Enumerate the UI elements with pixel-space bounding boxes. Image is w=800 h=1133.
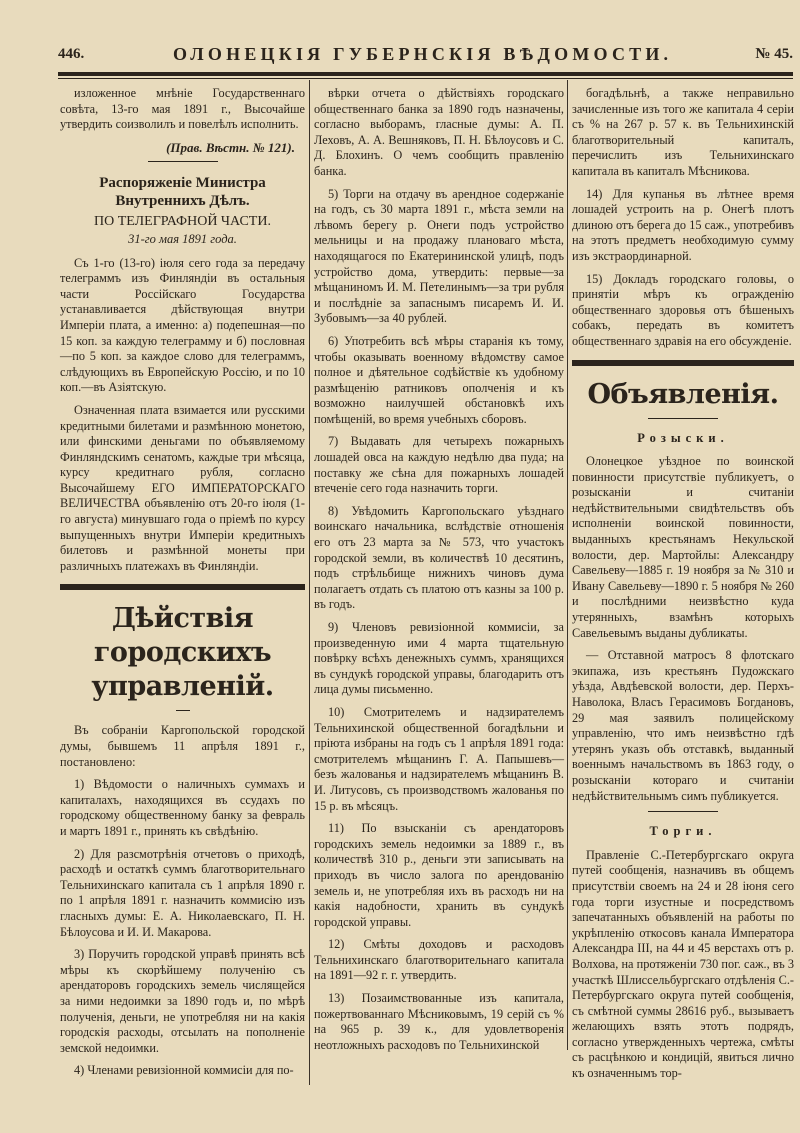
paragraph: 11) По взысканіи съ арендаторовъ городскихъ земель недоимки за 1889 г., въ количествѣ 310 р., деньги эти записывать на приходъ въ число залога по арендованію земель и, не употребляя ихъ въ расходъ ни на какія надобности, хранить въ сундукѣ городской управы.	[314, 821, 564, 929]
paragraph: 8) Увѣдомить Каргопольскаго уѣзднаго воинскаго начальника, вслѣдствіе отношенія его отъ 23 марта за № 573, что участокъ городской земли, въ количествѣ 10 десятинъ, подъ стрѣльбище нижнихъ чиновъ дума полагаетъ отдать съ платою отъ казны за 100 р. въ годъ.	[314, 503, 564, 612]
paragraph: Правленіе С.-Петербургскаго округа путей сообщенія, назначивъ въ общемъ присутствіи своемъ на 24 и 28 іюня сего года торги изустные и посредствомъ запечатанныхъ объявленій на работы по укрѣпленію откосовъ канала Императора Александра III, на 44 и 45 верстахъ отъ р. Волхова, на протяженіи 730 пог. саж., въ 3 участкѣ Шлиссельбургскаго отдѣленія С.-Петербургскаго округа путей сообщенія, съ смѣтной суммы 28616 руб., вызываетъ желающихъ взять этотъ подрядъ, согласно утвержденныхъ чертежа, смѣты съ расцѣнкою и кондицій, явиться лично къ означеннымъ тор-	[572, 847, 794, 1081]
paragraph: 6) Употребить всѣ мѣры старанія къ тому, чтобы оказывать военному вѣдомству самое полное и дѣятельное содѣйствіе къ удобному размѣщенію ратниковъ ополченія и къ возможно наилучшей обстановкѣ ихъ помѣщеній, во время учебныхъ сборовъ.	[314, 333, 564, 426]
separator-rule	[648, 811, 718, 812]
column-divider	[309, 80, 310, 1085]
paragraph: Съ 1-го (13-го) іюля сего года за передачу телеграммъ изъ Финляндіи въ остальныя части Россійскаго Государства устанавливается дѣйствующая внутри Имперіи плата, а именно: а) подепешная—по 15 коп. за каждую телеграмму и б) пословная—по 5 коп. за каждое слово для телеграммъ, слѣдующихъ въ Европейскую Россію, и по 10 коп.—въ Азіятскую.	[60, 255, 305, 395]
dash-rule	[176, 710, 190, 711]
rubric-heading: Розыски.	[637, 430, 729, 445]
paragraph: 3) Поручить городской управѣ принять всѣ мѣры къ скорѣйшему полученію съ арендаторовъ городскихъ земель числящейся за ними недоимки за 1890 годъ и, по мѣрѣ полученія, деньги, не употребляя ни на какія городскія расходы, отсылать на пополненіе земской недоимки.	[60, 947, 305, 1055]
section-heading: Распоряженіе Министра Внутреннихъ Дѣлъ.	[99, 175, 266, 210]
separator-rule	[148, 161, 218, 162]
header-rule	[58, 72, 793, 76]
paragraph: 9) Членовъ ревизіонной коммисіи, за произведенную ими 4 марта тщательную повѣрку всѣхъ денежныхъ суммъ, хранящихся въ сундукѣ городской управы, благодарить отъ лица думы письменно.	[314, 620, 564, 697]
paragraph: Означенная плата взимается или русскими кредитными билетами и размѣнною монетою, или финскими деньгами по объявляемому Финляндскимъ сенатомъ, каждые три мѣсяца, курсу кредитнаго рубля, согласно Высочайшему ЕГО ИМПЕРАТОРСКАГО ВЕЛИЧЕСТВА объявленію отъ 20-го іюля (1-го августа) минувшаго года о пріемѣ по курсу выпущенныхъ внутри Имперіи кредитныхъ билетовъ и размѣнной монеты при различныхъ платежахъ въ Финляндіи.	[60, 402, 305, 573]
paragraph: Въ собраніи Каргопольской городской думы, бывшемъ 11 апрѣля 1891 г., постановлено:	[60, 723, 305, 769]
thick-rule	[60, 584, 305, 590]
paragraph: 10) Смотрителемъ и надзирателемъ Тельнихинской общественной богадѣльни и пріюта избраны на годъ съ 1 апрѣля 1891 года: смотрителемъ мѣщанинъ Г. А. Папышевъ—безъ жалованья и надзирателемъ мѣщанинъ В. И. Литусовъ, съ производствомъ жалованья по 15 р. въ мѣсяцъ.	[314, 704, 564, 813]
rubric-heading: Торги.	[649, 824, 717, 839]
paragraph: 1) Вѣдомости о наличныхъ суммахъ и капиталахъ, находящихся въ ссудахъ по городскому общественному банку за февраль и мартъ 1891 г., принять къ свѣдѣнію.	[60, 777, 305, 838]
paragraph: 13) Позаимствованные изъ капитала, пожертвованнаго Мѣсниковымъ, 19 серій съ % на 965 р. 39 к., для удовлетворенія неотложныхъ расходовъ по Тельнихинской	[314, 991, 564, 1052]
paragraph: 5) Торги на отдачу въ арендное содержаніе на годъ, съ 30 марта 1891 г., мѣста земли на лѣвомъ берегу р. Онеги подъ устройство мельницы и на продажу плановаго мѣста, находящагося по Екатерининской улицѣ, подъ устройство дома, утвердить: первые—за мѣщаниномъ И. М. Петелинымъ—за три рубля и послѣдніе за запаснымъ писаремъ И. И. Зубовымъ—за 40 рублей.	[314, 186, 564, 326]
page-number: 446.	[58, 46, 85, 62]
paragraph: 15) Докладъ городскаго головы, о принятіи мѣръ къ огражденію общественнаго здоровья отъ бѣшеныхъ собакъ, передать въ комитетъ общественнаго здравія на его обсужденіе.	[572, 271, 794, 348]
paragraph: 14) Для купанья въ лѣтнее время лошадей устроить на р. Онегѣ плотъ длиною отъ берега до 15 саж., употребивъ на этотъ предметъ необходимую сумму изъ экстраординарной.	[572, 186, 794, 263]
subheading: ПО ТЕЛЕГРАФНОЙ ЧАСТИ.	[94, 214, 271, 230]
separator-rule	[648, 418, 718, 419]
issue-number: № 45.	[755, 46, 793, 62]
section-title: Объявленія.	[587, 378, 779, 410]
dateline: 31-го мая 1891 года.	[128, 231, 237, 246]
header-rule-thin	[58, 78, 793, 79]
source-citation: (Прав. Вѣстн. № 121).	[166, 139, 295, 155]
paragraph: — Отставной матросъ 8 флотскаго экипажа, изъ крестьянъ Пудожскаго уѣзда, Авдѣевской волости, дер. Перхъ-Наволока, Власъ Герасимовъ Богдановъ, 29 мая заявилъ полицейскому управленію, что имъ неизвѣстно гдѣ утерянъ указъ объ отставкѣ, выданный военнымъ начальствомъ въ 1863 году, о розысканіи котораго и считаніи недѣйствительнымъ симъ публикуется.	[572, 648, 794, 803]
section-title: Дѣйствія городскихъ управленій.	[91, 603, 274, 703]
paragraph: 12) Смѣты доходовъ и расходовъ Тельнихинскаго благотворительнаго капитала на 1891—92 г. г. утвердить.	[314, 937, 564, 983]
paragraph: 4) Членами ревизіонной коммисіи для по-	[74, 1063, 294, 1078]
paragraph: 2) Для разсмотрѣнія отчетовъ о приходѣ, расходѣ и остаткѣ суммъ благотворительнаго Тельнихинскаго капитала съ 1 апрѣля 1890 г. по 1 апрѣля 1891 г. назначить коммисію изъ гласныхъ думы: Е. А. Николаевскаго, П. Н. Бѣлоусова и И. И. Макарова.	[60, 846, 305, 939]
column-2	[314, 86, 564, 1060]
newspaper-title: ОЛОНЕЦКІЯ ГУБЕРНСКІЯ ВѢДОМОСТИ.	[173, 44, 673, 64]
paragraph: Олонецкое уѣздное по воинской повинности присутствіе публикуетъ, о розыскaніи и считаніи недѣйствительными свидѣтельствъ объ исполненіи воинской повинности, выданныхъ крестьянамъ Некульской волости, дер. Мартойлы: Александру Савельеву—1885 г. 19 ноября за № 310 и Ивану Савельеву—1890 г. 5 ноября № 260 и послѣдними неизвѣстно куда утерянныхъ, взамѣнъ которыхъ Савельевымъ выданы дубликаты.	[572, 454, 794, 640]
column-1	[60, 86, 305, 1086]
thick-rule	[572, 360, 794, 366]
column-3	[572, 86, 794, 1089]
paragraph: 7) Выдавать для четырехъ пожарныхъ лошадей овса на каждую недѣлю два пуда; на поставку же сѣна для пожарныхъ лошадей втеченіе сего года назначить торги.	[314, 434, 564, 496]
paragraph: изложенное мнѣніе Государственнаго совѣта, 13-го мая 1891 г., Высочайше утвердить соизволилъ и повелѣлъ исполнить.	[60, 86, 305, 132]
column-divider	[567, 80, 568, 1050]
paragraph: вѣрки отчета о дѣйствіяхъ городскаго общественнаго банка за 1890 годъ назначены, согласно выборамъ, гласные думы: А. П. Леховъ, А. А. Вешняковъ, П. Н. Бѣлоусовъ и С. Д. Блохинъ. О чемъ сообщить правленію банка.	[314, 86, 564, 178]
page-header	[58, 44, 793, 70]
paragraph: богадѣльнѣ, а также неправильно зачисленные изъ того же капитала 4 серіи съ % на 267 р. 57 к. въ Тельнихинскій благотворительный капиталъ, перечислить изъ Тельнихинскаго капитала въ капиталъ Мѣсникова.	[572, 86, 794, 178]
